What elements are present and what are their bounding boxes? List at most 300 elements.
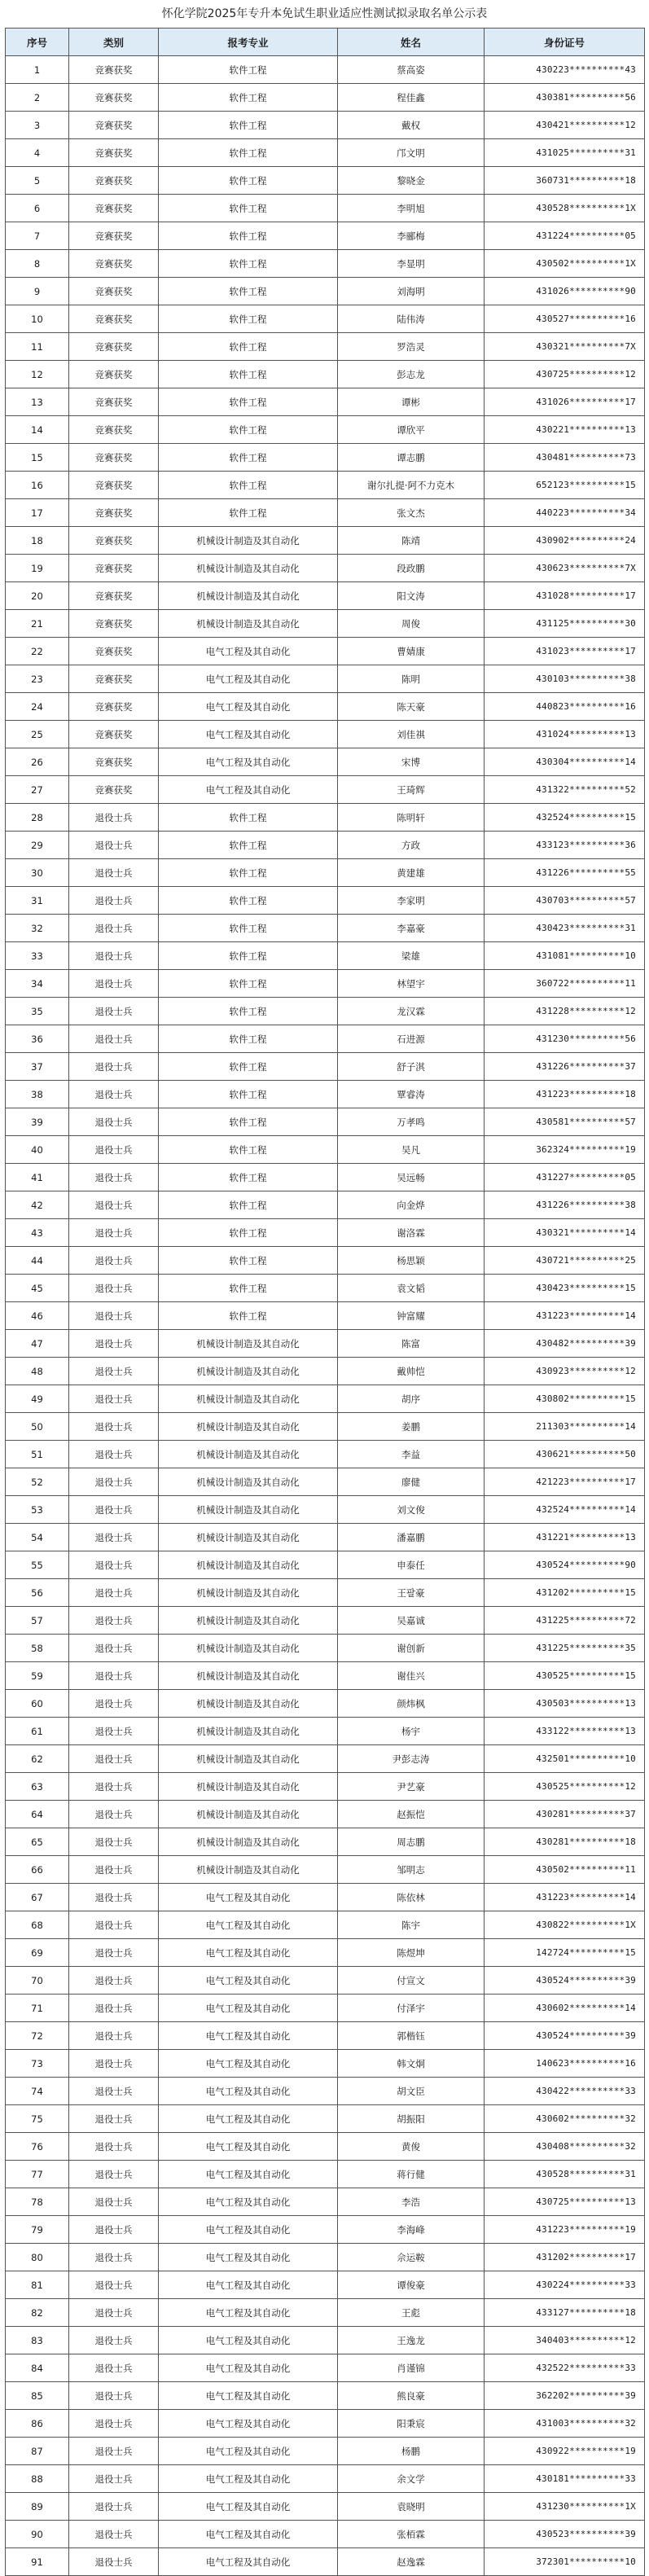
row-id-number: 430581**********57 <box>485 1108 645 1136</box>
table-row <box>6 1884 645 1911</box>
row-id-number: 431081**********10 <box>485 942 645 970</box>
row-id-number: 431026**********17 <box>485 388 645 416</box>
table-row <box>6 333 645 361</box>
row-number: 61 <box>6 1718 69 1745</box>
row-number: 62 <box>6 1745 69 1773</box>
row-id-number: 431230**********1X <box>485 2493 645 2521</box>
row-id-number: 431026**********90 <box>485 278 645 305</box>
row-name: 段政鹏 <box>338 555 485 582</box>
table-row <box>6 2548 645 2576</box>
table-body <box>6 56 645 2576</box>
row-name: 陈靖 <box>338 527 485 555</box>
row-name: 阳秉宸 <box>338 2410 485 2438</box>
row-name: 尹艺豪 <box>338 1773 485 1801</box>
row-category: 竞赛获奖 <box>69 167 159 195</box>
row-major: 软件工程 <box>159 1108 338 1136</box>
row-major: 电气工程及其自动化 <box>159 2548 338 2576</box>
table-row <box>6 859 645 887</box>
row-category: 退役士兵 <box>69 2271 159 2299</box>
table-row <box>6 139 645 167</box>
row-name: 郭楷钰 <box>338 2022 485 2050</box>
row-number: 55 <box>6 1551 69 1579</box>
row-major: 机械设计制造及其自动化 <box>159 1385 338 1413</box>
row-id-number: 431023**********17 <box>485 638 645 665</box>
row-category: 竞赛获奖 <box>69 388 159 416</box>
row-name: 谭欣平 <box>338 416 485 444</box>
row-category: 退役士兵 <box>69 2465 159 2493</box>
row-number: 28 <box>6 804 69 832</box>
row-category: 竞赛获奖 <box>69 416 159 444</box>
row-name: 林望宇 <box>338 970 485 998</box>
row-category: 竞赛获奖 <box>69 499 159 527</box>
row-category: 竞赛获奖 <box>69 333 159 361</box>
row-number: 69 <box>6 1939 69 1967</box>
row-name: 吴嘉诚 <box>338 1607 485 1635</box>
row-major: 电气工程及其自动化 <box>159 2188 338 2216</box>
row-category: 竞赛获奖 <box>69 555 159 582</box>
row-id-number: 430602**********32 <box>485 2105 645 2133</box>
row-major: 电气工程及其自动化 <box>159 665 338 693</box>
table-row <box>6 970 645 998</box>
row-category: 退役士兵 <box>69 1247 159 1275</box>
row-id-number: 362202**********39 <box>485 2382 645 2410</box>
table-row <box>6 2438 645 2465</box>
row-id-number: 431223**********14 <box>485 1302 645 1330</box>
row-number: 57 <box>6 1607 69 1635</box>
row-major: 电气工程及其自动化 <box>159 2493 338 2521</box>
row-number: 72 <box>6 2022 69 2050</box>
row-category: 退役士兵 <box>69 1191 159 1219</box>
row-number: 18 <box>6 527 69 555</box>
row-name: 宋博 <box>338 748 485 776</box>
row-number: 85 <box>6 2382 69 2410</box>
row-major: 软件工程 <box>159 250 338 278</box>
row-category: 退役士兵 <box>69 1385 159 1413</box>
row-major: 机械设计制造及其自动化 <box>159 1828 338 1856</box>
row-id-number: 430223**********43 <box>485 56 645 84</box>
row-number: 91 <box>6 2548 69 2576</box>
row-name: 谭志鹏 <box>338 444 485 472</box>
row-id-number: 431223**********18 <box>485 1081 645 1108</box>
row-major: 软件工程 <box>159 1247 338 1275</box>
row-id-number: 430381**********56 <box>485 84 645 112</box>
row-number: 63 <box>6 1773 69 1801</box>
row-id-number: 430524**********39 <box>485 2022 645 2050</box>
table-row <box>6 1662 645 1690</box>
row-number: 56 <box>6 1579 69 1607</box>
header-id-number: 身份证号 <box>485 29 645 56</box>
row-number: 88 <box>6 2465 69 2493</box>
row-major: 机械设计制造及其自动化 <box>159 1496 338 1524</box>
row-name: 李显明 <box>338 250 485 278</box>
row-id-number: 432522**********33 <box>485 2354 645 2382</box>
table-row <box>6 1995 645 2022</box>
row-major: 电气工程及其自动化 <box>159 2244 338 2271</box>
row-category: 退役士兵 <box>69 2327 159 2354</box>
row-major: 电气工程及其自动化 <box>159 638 338 665</box>
row-name: 舒子淇 <box>338 1053 485 1081</box>
row-number: 26 <box>6 748 69 776</box>
row-major: 电气工程及其自动化 <box>159 2327 338 2354</box>
row-id-number: 430602**********14 <box>485 1995 645 2022</box>
row-category: 退役士兵 <box>69 2521 159 2548</box>
table-row <box>6 1219 645 1247</box>
row-id-number: 430923**********12 <box>485 1358 645 1385</box>
row-number: 75 <box>6 2105 69 2133</box>
row-major: 软件工程 <box>159 278 338 305</box>
row-name: 尹彭志涛 <box>338 1745 485 1773</box>
row-major: 软件工程 <box>159 56 338 84</box>
row-name: 张栢霖 <box>338 2521 485 2548</box>
table-row <box>6 998 645 1025</box>
table-row <box>6 1939 645 1967</box>
row-number: 22 <box>6 638 69 665</box>
row-major: 电气工程及其自动化 <box>159 748 338 776</box>
row-category: 竞赛获奖 <box>69 222 159 250</box>
row-number: 17 <box>6 499 69 527</box>
row-major: 机械设计制造及其自动化 <box>159 1745 338 1773</box>
row-name: 陆伟涛 <box>338 305 485 333</box>
row-name: 熊良豪 <box>338 2382 485 2410</box>
row-number: 45 <box>6 1275 69 1302</box>
row-number: 64 <box>6 1801 69 1828</box>
row-number: 77 <box>6 2161 69 2188</box>
row-name: 梁雄 <box>338 942 485 970</box>
row-category: 退役士兵 <box>69 1662 159 1690</box>
row-name: 罗浩灵 <box>338 333 485 361</box>
table-row <box>6 1911 645 1939</box>
row-name: 付宣文 <box>338 1967 485 1995</box>
row-number: 42 <box>6 1191 69 1219</box>
table-row <box>6 2188 645 2216</box>
row-id-number: 440223**********34 <box>485 499 645 527</box>
row-name: 胡振阳 <box>338 2105 485 2133</box>
row-name: 赵振恺 <box>338 1801 485 1828</box>
row-category: 竞赛获奖 <box>69 361 159 388</box>
row-category: 退役士兵 <box>69 1745 159 1773</box>
row-name: 袁文韬 <box>338 1275 485 1302</box>
row-category: 退役士兵 <box>69 1828 159 1856</box>
row-name: 李浩 <box>338 2188 485 2216</box>
row-number: 38 <box>6 1081 69 1108</box>
table-row <box>6 2493 645 2521</box>
row-number: 44 <box>6 1247 69 1275</box>
row-name: 李家明 <box>338 887 485 915</box>
row-number: 19 <box>6 555 69 582</box>
row-number: 68 <box>6 1911 69 1939</box>
table-row <box>6 167 645 195</box>
row-id-number: 430103**********38 <box>485 665 645 693</box>
row-name: 付泽宇 <box>338 1995 485 2022</box>
row-name: 彭志龙 <box>338 361 485 388</box>
row-number: 35 <box>6 998 69 1025</box>
row-category: 退役士兵 <box>69 1358 159 1385</box>
row-number: 37 <box>6 1053 69 1081</box>
table-row <box>6 942 645 970</box>
row-number: 11 <box>6 333 69 361</box>
row-name: 曹婧康 <box>338 638 485 665</box>
row-major: 软件工程 <box>159 1191 338 1219</box>
row-number: 71 <box>6 1995 69 2022</box>
row-id-number: 430725**********13 <box>485 2188 645 2216</box>
table-row <box>6 665 645 693</box>
row-category: 竞赛获奖 <box>69 195 159 222</box>
row-id-number: 360722**********11 <box>485 970 645 998</box>
row-major: 软件工程 <box>159 1053 338 1081</box>
row-category: 退役士兵 <box>69 1635 159 1662</box>
row-name: 刘海明 <box>338 278 485 305</box>
table-row <box>6 610 645 638</box>
table-row <box>6 2133 645 2161</box>
row-number: 16 <box>6 472 69 499</box>
row-category: 退役士兵 <box>69 1468 159 1496</box>
row-name: 潘嘉鹏 <box>338 1524 485 1551</box>
row-major: 软件工程 <box>159 84 338 112</box>
row-name: 佘运鞍 <box>338 2244 485 2271</box>
row-name: 陈明轩 <box>338 804 485 832</box>
row-number: 27 <box>6 776 69 804</box>
row-major: 软件工程 <box>159 361 338 388</box>
row-id-number: 421223**********17 <box>485 1468 645 1496</box>
row-id-number: 430481**********73 <box>485 444 645 472</box>
row-major: 电气工程及其自动化 <box>159 1884 338 1911</box>
table-row <box>6 2050 645 2078</box>
row-major: 机械设计制造及其自动化 <box>159 1662 338 1690</box>
row-major: 机械设计制造及其自动化 <box>159 1718 338 1745</box>
row-major: 电气工程及其自动化 <box>159 2465 338 2493</box>
row-id-number: 430304**********14 <box>485 748 645 776</box>
row-id-number: 430408**********32 <box>485 2133 645 2161</box>
row-name: 王彪 <box>338 2299 485 2327</box>
row-category: 退役士兵 <box>69 2216 159 2244</box>
table-row <box>6 305 645 333</box>
row-major: 机械设计制造及其自动化 <box>159 1607 338 1635</box>
row-category: 退役士兵 <box>69 1081 159 1108</box>
row-name: 蔡高姿 <box>338 56 485 84</box>
row-number: 66 <box>6 1856 69 1884</box>
table-row <box>6 2022 645 2050</box>
table-row <box>6 1468 645 1496</box>
page-title: 怀化学院2025年专升本免试生职业适应性测试拟录取名单公示表 <box>161 7 488 20</box>
row-number: 2 <box>6 84 69 112</box>
row-number: 70 <box>6 1967 69 1995</box>
row-id-number: 431225**********72 <box>485 1607 645 1635</box>
row-number: 43 <box>6 1219 69 1247</box>
row-category: 竞赛获奖 <box>69 721 159 748</box>
row-category: 退役士兵 <box>69 2105 159 2133</box>
row-id-number: 652123**********15 <box>485 472 645 499</box>
row-number: 23 <box>6 665 69 693</box>
row-major: 机械设计制造及其自动化 <box>159 1579 338 1607</box>
row-major: 软件工程 <box>159 167 338 195</box>
header-name: 姓名 <box>338 29 485 56</box>
row-category: 退役士兵 <box>69 1025 159 1053</box>
row-id-number: 431322**********52 <box>485 776 645 804</box>
row-category: 退役士兵 <box>69 1330 159 1358</box>
table-row <box>6 1551 645 1579</box>
row-number: 89 <box>6 2493 69 2521</box>
row-major: 软件工程 <box>159 1302 338 1330</box>
row-name: 陈明 <box>338 665 485 693</box>
table-row <box>6 915 645 942</box>
row-number: 29 <box>6 832 69 859</box>
row-name: 陈富 <box>338 1330 485 1358</box>
row-number: 4 <box>6 139 69 167</box>
row-number: 13 <box>6 388 69 416</box>
row-id-number: 430721**********25 <box>485 1247 645 1275</box>
row-major: 软件工程 <box>159 222 338 250</box>
row-name: 黄俊 <box>338 2133 485 2161</box>
row-major: 机械设计制造及其自动化 <box>159 610 338 638</box>
row-number: 7 <box>6 222 69 250</box>
row-category: 竞赛获奖 <box>69 582 159 610</box>
row-number: 12 <box>6 361 69 388</box>
row-name: 阳文涛 <box>338 582 485 610</box>
row-number: 32 <box>6 915 69 942</box>
row-major: 软件工程 <box>159 942 338 970</box>
row-major: 软件工程 <box>159 1136 338 1164</box>
row-category: 竞赛获奖 <box>69 112 159 139</box>
table-row <box>6 222 645 250</box>
row-id-number: 430524**********90 <box>485 1551 645 1579</box>
row-category: 竞赛获奖 <box>69 444 159 472</box>
row-number: 90 <box>6 2521 69 2548</box>
row-category: 退役士兵 <box>69 2493 159 2521</box>
row-major: 软件工程 <box>159 832 338 859</box>
row-name: 谭俊豪 <box>338 2271 485 2299</box>
row-category: 竞赛获奖 <box>69 250 159 278</box>
row-category: 退役士兵 <box>69 1607 159 1635</box>
row-name: 李明旭 <box>338 195 485 222</box>
row-category: 退役士兵 <box>69 970 159 998</box>
row-category: 退役士兵 <box>69 1136 159 1164</box>
row-major: 电气工程及其自动化 <box>159 1911 338 1939</box>
table-row <box>6 2161 645 2188</box>
row-category: 退役士兵 <box>69 2022 159 2050</box>
row-id-number: 433123**********36 <box>485 832 645 859</box>
row-name: 杨思颖 <box>338 1247 485 1275</box>
row-id-number: 430525**********12 <box>485 1773 645 1801</box>
row-number: 30 <box>6 859 69 887</box>
row-id-number: 432501**********10 <box>485 1745 645 1773</box>
row-id-number: 430502**********11 <box>485 1856 645 1884</box>
row-category: 退役士兵 <box>69 1108 159 1136</box>
row-category: 退役士兵 <box>69 2244 159 2271</box>
row-id-number: 431226**********38 <box>485 1191 645 1219</box>
table-row <box>6 832 645 859</box>
row-category: 退役士兵 <box>69 1413 159 1441</box>
row-major: 电气工程及其自动化 <box>159 2216 338 2244</box>
row-id-number: 430902**********24 <box>485 527 645 555</box>
row-id-number: 430528**********31 <box>485 2161 645 2188</box>
row-category: 竞赛获奖 <box>69 56 159 84</box>
row-number: 34 <box>6 970 69 998</box>
row-id-number: 430822**********1X <box>485 1911 645 1939</box>
row-name: 戴帅恺 <box>338 1358 485 1385</box>
row-number: 65 <box>6 1828 69 1856</box>
row-name: 余文学 <box>338 2465 485 2493</box>
row-major: 软件工程 <box>159 388 338 416</box>
row-name: 邹明志 <box>338 1856 485 1884</box>
row-number: 79 <box>6 2216 69 2244</box>
row-id-number: 431230**********56 <box>485 1025 645 1053</box>
table-row <box>6 1413 645 1441</box>
row-name: 周俊 <box>338 610 485 638</box>
row-name: 王琦辉 <box>338 776 485 804</box>
row-number: 31 <box>6 887 69 915</box>
row-id-number: 433122**********13 <box>485 1718 645 1745</box>
row-id-number: 430181**********33 <box>485 2465 645 2493</box>
row-id-number: 430527**********16 <box>485 305 645 333</box>
table-row <box>6 693 645 721</box>
row-number: 41 <box>6 1164 69 1191</box>
row-number: 83 <box>6 2327 69 2354</box>
row-category: 退役士兵 <box>69 2382 159 2410</box>
row-id-number: 431125**********30 <box>485 610 645 638</box>
table-row <box>6 499 645 527</box>
row-id-number: 430525**********15 <box>485 1662 645 1690</box>
table-row <box>6 1302 645 1330</box>
row-number: 47 <box>6 1330 69 1358</box>
row-major: 软件工程 <box>159 915 338 942</box>
row-major: 软件工程 <box>159 444 338 472</box>
row-number: 60 <box>6 1690 69 1718</box>
row-name: 钟富耀 <box>338 1302 485 1330</box>
row-major: 机械设计制造及其自动化 <box>159 1441 338 1468</box>
table-row <box>6 555 645 582</box>
row-number: 46 <box>6 1302 69 1330</box>
row-category: 竞赛获奖 <box>69 84 159 112</box>
row-number: 14 <box>6 416 69 444</box>
row-number: 74 <box>6 2078 69 2105</box>
row-id-number: 430281**********37 <box>485 1801 645 1828</box>
row-category: 竞赛获奖 <box>69 748 159 776</box>
table-row <box>6 776 645 804</box>
row-category: 退役士兵 <box>69 1939 159 1967</box>
row-name: 李嘉豪 <box>338 915 485 942</box>
row-name: 胡序 <box>338 1385 485 1413</box>
table-row <box>6 56 645 84</box>
table-row <box>6 2216 645 2244</box>
row-category: 退役士兵 <box>69 998 159 1025</box>
table-row <box>6 1690 645 1718</box>
table-row <box>6 1607 645 1635</box>
row-name: 向金烨 <box>338 1191 485 1219</box>
row-major: 机械设计制造及其自动化 <box>159 555 338 582</box>
row-category: 竞赛获奖 <box>69 693 159 721</box>
row-major: 软件工程 <box>159 1081 338 1108</box>
row-id-number: 430321**********14 <box>485 1219 645 1247</box>
row-category: 退役士兵 <box>69 2410 159 2438</box>
row-number: 33 <box>6 942 69 970</box>
row-major: 软件工程 <box>159 998 338 1025</box>
table-row <box>6 1053 645 1081</box>
row-major: 电气工程及其自动化 <box>159 2022 338 2050</box>
row-name: 吴远畅 <box>338 1164 485 1191</box>
row-id-number: 431224**********05 <box>485 222 645 250</box>
row-major: 电气工程及其自动化 <box>159 2438 338 2465</box>
row-major: 软件工程 <box>159 333 338 361</box>
header-no: 序号 <box>6 29 69 56</box>
table-row <box>6 2354 645 2382</box>
table-row <box>6 1828 645 1856</box>
table-row <box>6 250 645 278</box>
row-category: 竞赛获奖 <box>69 638 159 665</box>
row-category: 竞赛获奖 <box>69 527 159 555</box>
row-id-number: 430502**********1X <box>485 250 645 278</box>
row-category: 退役士兵 <box>69 2354 159 2382</box>
row-id-number: 431202**********15 <box>485 1579 645 1607</box>
